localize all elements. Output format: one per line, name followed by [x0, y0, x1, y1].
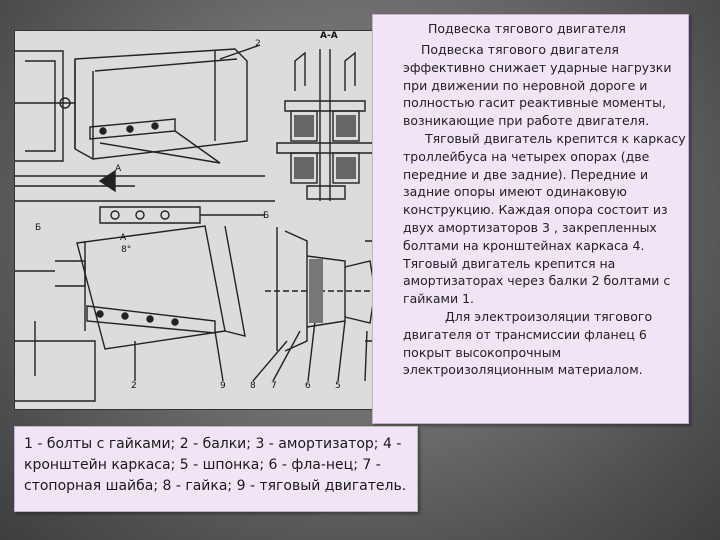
label-6: 6: [305, 381, 311, 391]
description-panel: [372, 14, 689, 424]
paragraph-2: Тяговый двигатель крепится к каркасу троллейбуса на четырех опорах (две передние и две задние). Передние и задние опоры имеют одинаковую конструкцию. Каждая опора состоит из двух амортизаторов 3 , закрепленных болтами на кронштейнах каркаса 4. Тяговый двигатель крепится на амортизаторах через балки 2 болтами с гайками 1.: [403, 130, 686, 307]
label-angle: 8°: [121, 245, 132, 255]
label-2-top: 2: [255, 39, 261, 49]
panel-title: Подвеска тягового двигателя: [428, 21, 626, 36]
label-b-left: Б: [35, 223, 42, 233]
label-8: 8: [250, 381, 256, 391]
label-7: 7: [271, 381, 277, 391]
paragraph-1: Подвеска тягового двигателя эффективно снижает ударные нагрузки при движении по неровной дороге и полностью гасит реактивные моменты, возникающие при работе двигателя.: [403, 42, 672, 129]
label-9: 9: [220, 381, 226, 391]
label-5: 5: [335, 381, 341, 391]
label-b-right: Б: [263, 211, 270, 221]
legend-text: 1 - болты с гайками; 2 - балки; 3 - амортизатор; 4 - кронштейн каркаса; 5 - шпонка; 6 - фла-нец; 7 - стопорная шайба; 8 - гайка; 9 - тяговый двигатель.: [24, 436, 407, 494]
panel-body: [403, 41, 689, 379]
legend-box: [14, 426, 418, 512]
label-2-bottom: 2: [131, 381, 137, 391]
label-a-mid: А: [120, 233, 127, 243]
label-section-aa: А-А: [320, 31, 338, 41]
paragraph-3: Для электроизоляции тягового двигателя от трансмиссии фланец 6 покрыт высокопрочным электроизоляционным материалом.: [403, 308, 653, 378]
suspension-drawing: [14, 30, 392, 410]
label-a-top: А: [115, 164, 122, 174]
technical-drawing: [15, 31, 393, 411]
